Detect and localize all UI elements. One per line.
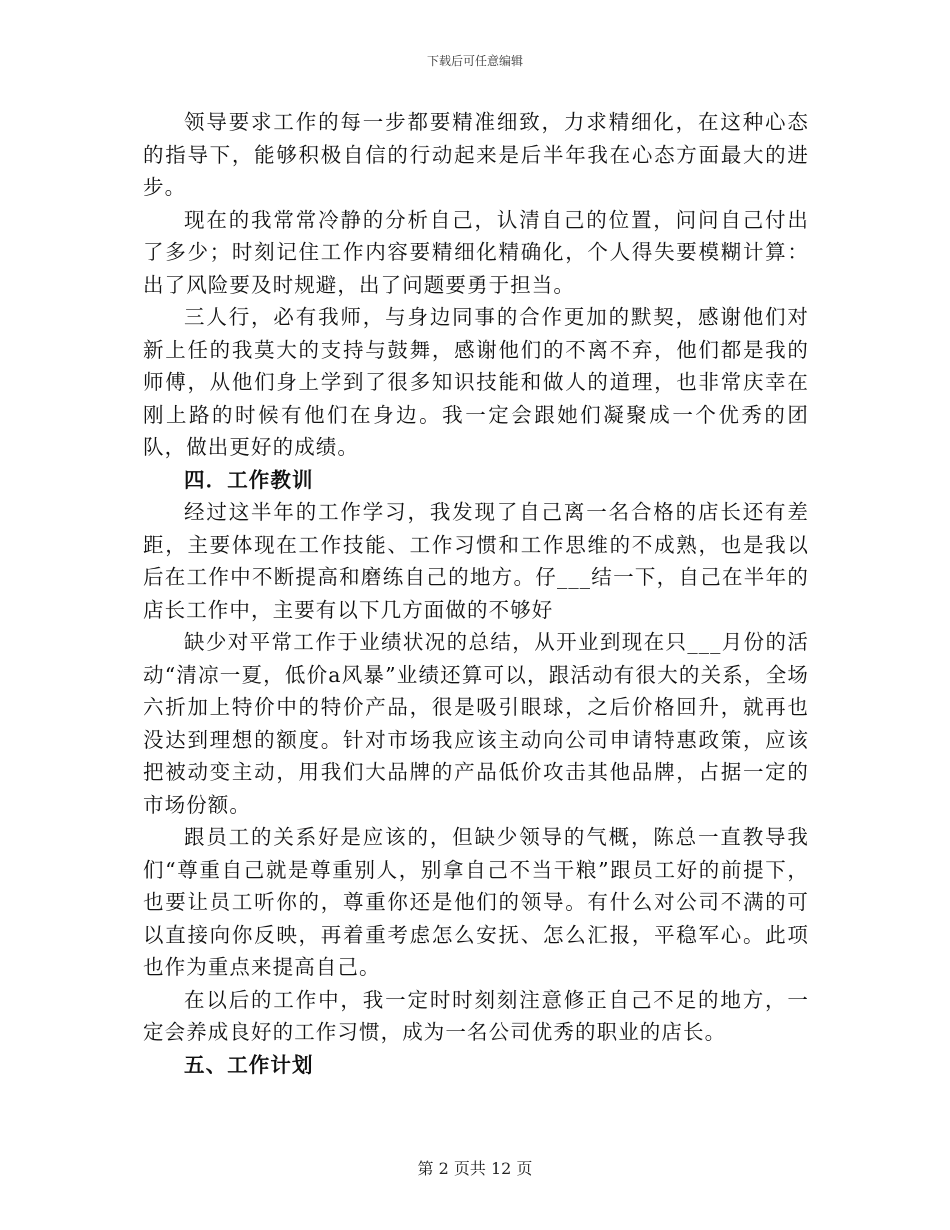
paragraph-performance-summary: 缺少对平常工作于业绩状况的总结，从开业到现在只___月份的活动“清凉一夏，低价a风暴”业绩还算可以，跟活动有很大的关系，全场六折加上特价中的特价产品，很是吸引眼球，之后价格回升，就再也没达到理想的额度。针对市场我应该主动向公司申请特惠政策，应该把被动变主动，用我们大品牌的产品低价攻击其他品牌，占据一定的市场份额。: [143, 630, 809, 817]
section-heading-plan: 五、工作计划: [184, 1052, 314, 1077]
paragraph-staff-relations: 跟员工的关系好是应该的，但缺少领导的气概，陈总一直教导我们“尊重自己就是尊重别人，别拿自己不当干粮”跟员工好的前提下，也要让员工听你的，尊重你还是他们的领导。有什么对公司不满的可以直接向你反映，再着重考虑怎么安抚、怎么汇报，平稳军心。此项也作为重点来提高自己。: [143, 825, 809, 979]
page-footer: 第 2 页共 12 页: [417, 1159, 533, 1178]
page-header: 下载后可任意编辑: [426, 54, 523, 68]
paragraph-self-analysis: 现在的我常常冷静的分析自己，认清自己的位置，问问自己付出了多少；时刻记住工作内容要精细化精确化，个人得失要模糊计算：出了风险要及时规避，出了问题要勇于担当。: [143, 207, 809, 297]
section-heading-lessons: 四．工作教训: [184, 467, 314, 492]
paragraph-lessons-intro: 经过这半年的工作学习，我发现了自己离一名合格的店长还有差距，主要体现在工作技能、工作习惯和工作思维的不成熟，也是我以后在工作中不断提高和磨练自己的地方。仔___结一下，自己在半年的店长工作中，主要有以下几方面做的不够好: [143, 500, 809, 622]
paragraph-future-improvement: 在以后的工作中，我一定时时刻刻注意修正自己不足的地方，一定会养成良好的工作习惯，成为一名公司优秀的职业的店长。: [143, 987, 809, 1044]
document-body: [143, 106, 809, 1081]
paragraph-teamwork: 三人行，必有我师，与身边同事的合作更加的默契，感谢他们对新上任的我莫大的支持与鼓舞，感谢他们的不离不弃，他们都是我的师傅，从他们身上学到了很多知识技能和做人的道理，也非常庆幸在刚上路的时候有他们在身边。我一定会跟她们凝聚成一个优秀的团队，做出更好的成绩。: [143, 305, 809, 459]
paragraph-mindset: 领导要求工作的每一步都要精准细致，力求精细化，在这种心态的指导下，能够积极自信的行动起来是后半年我在心态方面最大的进步。: [143, 110, 809, 199]
